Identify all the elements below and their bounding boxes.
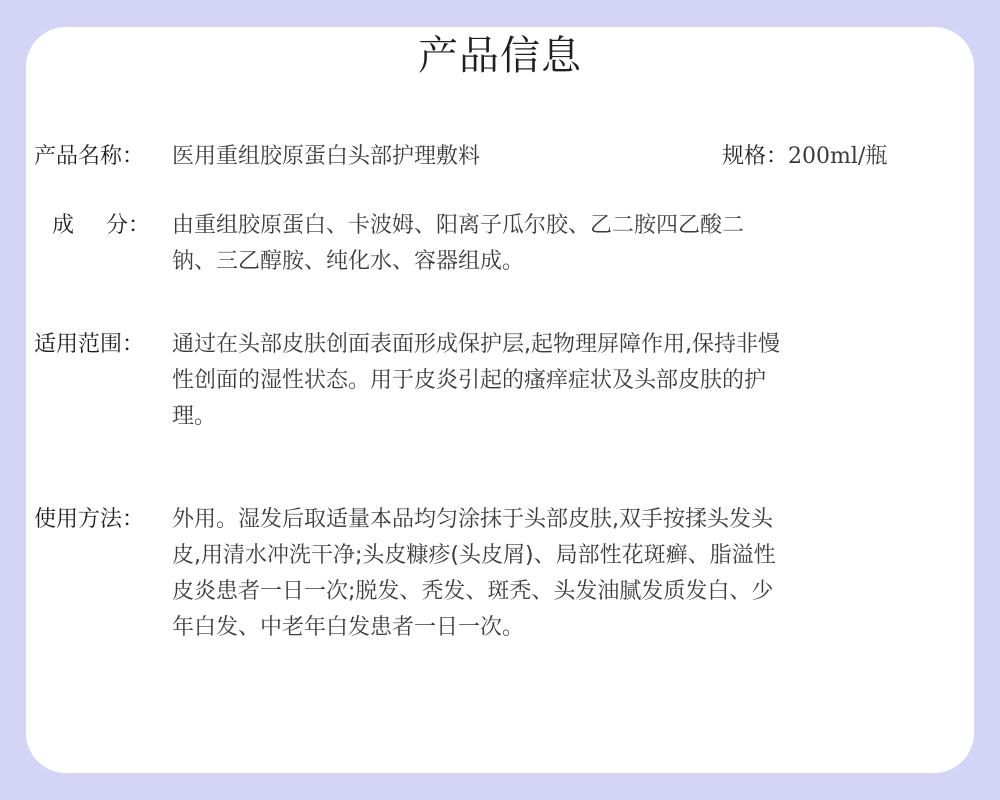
ingredients-line: 由重组胶原蛋白、卡波姆、阳离子瓜尔胶、乙二胺四乙酸二: [172, 213, 745, 238]
ingredients-value: [172, 208, 872, 280]
ingredients-line: 钠、三乙醇胺、纯化水、容器组成。: [172, 249, 525, 274]
ingredients-label: [52, 208, 150, 244]
scope-label: 适用范围：: [34, 332, 145, 357]
scope-value: [172, 327, 872, 435]
usage-line: 皮,用清水冲洗干净;头皮糠疹(头皮屑)、局部性花斑癣、脂溢性: [172, 543, 776, 568]
scope-line: 理。: [172, 404, 217, 429]
usage-label: 使用方法：: [34, 507, 145, 532]
usage-line: 年白发、中老年白发患者一日一次。: [172, 615, 525, 640]
scope-line: 性创面的湿性状态。用于皮炎引起的瘙痒症状及头部皮肤的护: [172, 368, 767, 393]
scope-line: 通过在头部皮肤创面表面形成保护层,起物理屏障作用,保持非慢: [172, 332, 780, 357]
product-name-label: 产品名称：: [34, 144, 145, 169]
ingredients-label-char2: 分：: [106, 213, 151, 238]
spec-label: 规格：: [722, 144, 789, 169]
usage-line: 皮炎患者一日一次;脱发、秃发、斑秃、头发油腻发质发白、少: [172, 579, 774, 604]
product-name-value: 医用重组胶原蛋白头部护理敷料: [172, 144, 481, 169]
usage-value: [172, 502, 872, 646]
ingredients-label-char1: 成: [52, 213, 75, 238]
spec: [722, 139, 887, 175]
usage-line: 外用。湿发后取适量本品均匀涂抹于头部皮肤,双手按揉头发头: [172, 507, 773, 532]
page-title: 产品信息: [418, 33, 582, 79]
spec-value: 200ml/瓶: [788, 144, 888, 169]
